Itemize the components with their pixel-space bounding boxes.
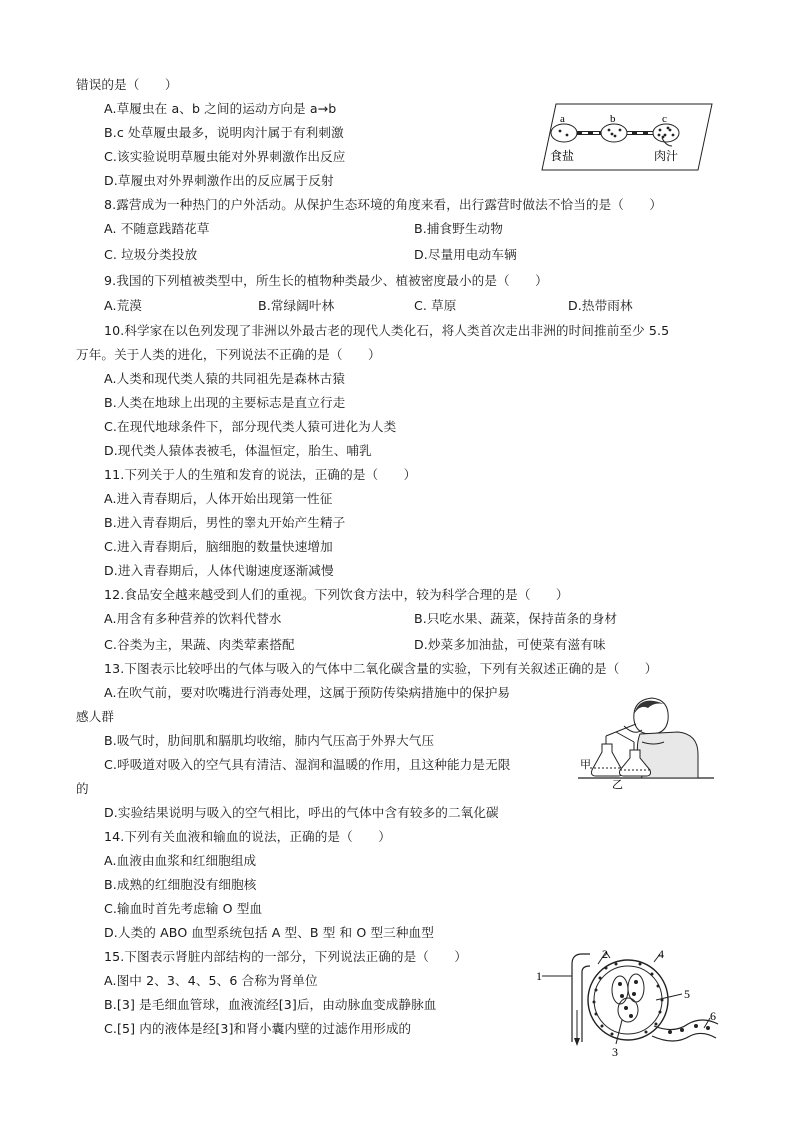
text-line: A.草履虫在 a、b 之间的运动方向是 a→b xyxy=(104,101,337,116)
text-line: B.成熟的红细胞没有细胞核 xyxy=(104,877,257,892)
text-line: C.[5] 内的液体是经[3]和肾小囊内壁的过滤作用形成的 xyxy=(104,1021,412,1036)
label-meat-juice: 肉汁 xyxy=(654,149,679,163)
label-a: a xyxy=(560,113,565,125)
label-c: c xyxy=(662,113,667,125)
paramecium-figure xyxy=(522,100,718,174)
label-3: 3 xyxy=(612,1045,618,1058)
text-line: D.实验结果说明与吸入的空气相比，呼出的气体中含有较多的二氧化碳 xyxy=(104,805,499,820)
text-line: 8.露营成为一种热门的户外活动。从保护生态环境的角度来看，出行露营时做法不恰当的是（ ） xyxy=(104,197,663,212)
text-line: 15.下图表示肾脏内部结构的一部分，下列说法正确的是（ ） xyxy=(104,949,468,964)
text-line: D.尽量用电动车辆 xyxy=(414,247,517,262)
text-line: A.图中 2、3、4、5、6 合称为肾单位 xyxy=(104,973,318,988)
text-line: B.吸气时，肋间肌和膈肌均收缩，肺内气压高于外界大气压 xyxy=(104,733,435,748)
text-line: A.在吹气前，要对吹嘴进行消毒处理，这属于预防传染病措施中的保护易 xyxy=(104,685,511,700)
text-line: 错误的是（ ） xyxy=(76,77,178,92)
text-line: A. 不随意践踏花草 xyxy=(104,221,210,236)
text-line: D.现代类人猿体表被毛，体温恒定，胎生、哺乳 xyxy=(104,443,372,458)
text-line: A.用含有多种营养的饮料代替水 xyxy=(104,611,282,626)
text-line: A.人类和现代类人猿的共同祖先是森林古猿 xyxy=(104,371,346,386)
text-line: 14.下列有关血液和输血的说法，正确的是（ ） xyxy=(104,829,391,844)
text-line: 12.食品安全越来越受到人们的重视。下列饮食方法中，较为科学合理的是（ ） xyxy=(104,587,569,602)
text-line: A.血液由血浆和红细胞组成 xyxy=(104,853,257,868)
text-line: B.只吃水果、蔬菜，保持苗条的身材 xyxy=(414,611,618,626)
label-jia: 甲 xyxy=(580,758,591,771)
label-1: 1 xyxy=(536,969,542,983)
label-4: 4 xyxy=(658,947,664,961)
text-line: 10.科学家在以色列发现了非洲以外最古老的现代人类化石，将人类首次走出非洲的时间推前至少 5.5 xyxy=(104,323,670,338)
text-line: 13.下图表示比较呼出的气体与吸入的气体中二氧化碳含量的实验，下列有关叙述正确的是（ ） xyxy=(104,661,658,676)
text-line: D.草履虫对外界刺激作出的反应属于反射 xyxy=(104,173,334,188)
text-line: 万年。关于人类的进化，下列说法不正确的是（ ） xyxy=(76,347,381,362)
text-line: C. 草原 xyxy=(414,298,457,313)
text-line: 的 xyxy=(76,781,89,796)
nephron-figure xyxy=(536,944,724,1058)
breath-experiment-figure xyxy=(576,680,716,792)
label-6: 6 xyxy=(710,1009,716,1023)
text-line: C.在现代地球条件下，部分现代类人猿可进化为人类 xyxy=(104,419,397,434)
text-line: C.谷类为主，果蔬、肉类荤素搭配 xyxy=(104,637,295,652)
text-line: D.进入青春期后，人体代谢速度逐渐减慢 xyxy=(104,563,334,578)
text-line: C.输血时首先考虑输 O 型血 xyxy=(104,901,263,916)
text-line: B.捕食野生动物 xyxy=(414,221,504,236)
text-line: D.炒菜多加油盐，可使菜有滋有味 xyxy=(414,637,606,652)
text-line: C.进入青春期后，脑细胞的数量快速增加 xyxy=(104,539,333,554)
label-5: 5 xyxy=(684,987,690,1001)
text-line: 感人群 xyxy=(76,709,115,724)
text-line: B.进入青春期后，男性的睾丸开始产生精子 xyxy=(104,515,346,530)
text-line: B.[3] 是毛细血管球，血液流经[3]后，由动脉血变成静脉血 xyxy=(104,997,437,1012)
label-yi: 乙 xyxy=(612,778,623,791)
label-salt: 食盐 xyxy=(550,149,575,163)
text-line: B.常绿阔叶林 xyxy=(258,298,335,313)
text-line: C.该实验说明草履虫能对外界刺激作出反应 xyxy=(104,149,346,164)
label-b: b xyxy=(610,113,616,125)
text-line: 9.我国的下列植被类型中，所生长的植物种类最少、植被密度最小的是（ ） xyxy=(104,273,548,288)
label-2: 2 xyxy=(602,947,608,961)
text-line: A.进入青春期后，人体开始出现第一性征 xyxy=(104,491,333,506)
text-line: 11.下列关于人的生殖和发育的说法，正确的是（ ） xyxy=(104,467,417,482)
text-line: C.呼吸道对吸入的空气具有清洁、湿润和温暖的作用，且这种能力是无限 xyxy=(104,757,511,772)
text-line: A.荒漠 xyxy=(104,298,142,313)
text-line: C. 垃圾分类投放 xyxy=(104,247,198,262)
text-line: D.热带雨林 xyxy=(568,298,633,313)
text-line: B.人类在地球上出现的主要标志是直立行走 xyxy=(104,395,346,410)
text-line: B.c 处草履虫最多，说明肉汁属于有利刺激 xyxy=(104,125,344,140)
text-line: D.人类的 ABO 血型系统包括 A 型、B 型 和 O 型三种血型 xyxy=(104,925,434,940)
